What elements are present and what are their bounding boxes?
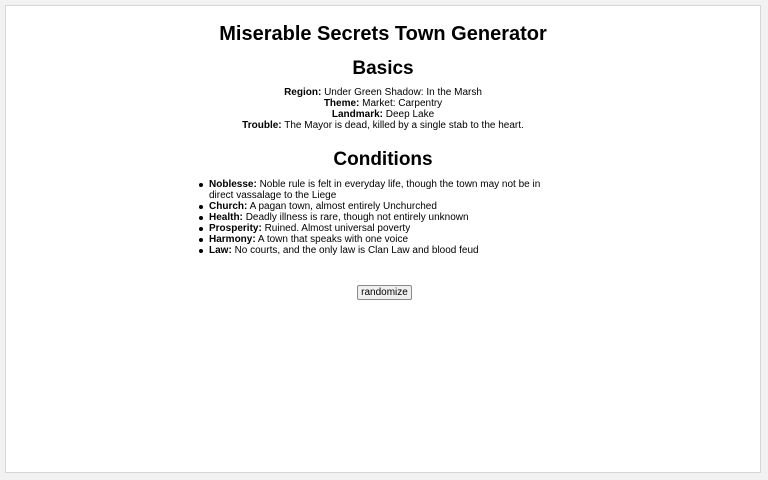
- condition-label: Health:: [209, 212, 243, 223]
- trouble-value: The Mayor is dead, killed by a single stab to the heart.: [284, 120, 524, 131]
- condition-label: Prosperity:: [209, 223, 262, 234]
- basics-section: [6, 87, 760, 131]
- theme-label: Theme:: [323, 98, 360, 109]
- condition-church: [208, 201, 563, 212]
- conditions-heading: Conditions: [333, 149, 433, 170]
- landmark-row: [6, 109, 760, 120]
- region-value: Under Green Shadow: In the Marsh: [324, 87, 482, 98]
- condition-value: A town that speaks with one voice: [257, 234, 409, 245]
- condition-prosperity: [208, 223, 563, 234]
- condition-label: Church:: [209, 201, 248, 212]
- landmark-label: Landmark:: [331, 109, 383, 120]
- condition-value: Deadly illness is rare, though not entirely unknown: [245, 212, 469, 223]
- condition-value: No courts, and the only law is Clan Law and blood feud: [234, 245, 479, 256]
- condition-value: A pagan town, almost entirely Unchurched: [249, 201, 437, 212]
- region-row: [6, 87, 760, 98]
- trouble-row: [6, 120, 760, 131]
- theme-value: Market: Carpentry: [362, 98, 443, 109]
- condition-label: Law:: [209, 245, 232, 256]
- conditions-list: [207, 179, 563, 256]
- condition-noblesse: [208, 179, 563, 201]
- condition-value: Ruined. Almost universal poverty: [264, 223, 411, 234]
- condition-label: Noblesse:: [209, 179, 257, 190]
- theme-row: [6, 98, 760, 109]
- condition-harmony: [208, 234, 563, 245]
- page-title: Miserable Secrets Town Generator: [219, 23, 547, 45]
- condition-value: Noble rule is felt in everyday life, though the town may not be in direct vassalage to the Liege: [209, 179, 541, 201]
- page: [5, 5, 761, 473]
- trouble-label: Trouble:: [242, 120, 282, 131]
- condition-law: [208, 245, 563, 256]
- condition-health: [208, 212, 563, 223]
- condition-label: Harmony:: [209, 234, 256, 245]
- randomize-button[interactable]: randomize: [357, 285, 412, 300]
- region-label: Region:: [284, 87, 322, 98]
- landmark-value: Deep Lake: [385, 109, 435, 120]
- basics-heading: Basics: [352, 58, 414, 79]
